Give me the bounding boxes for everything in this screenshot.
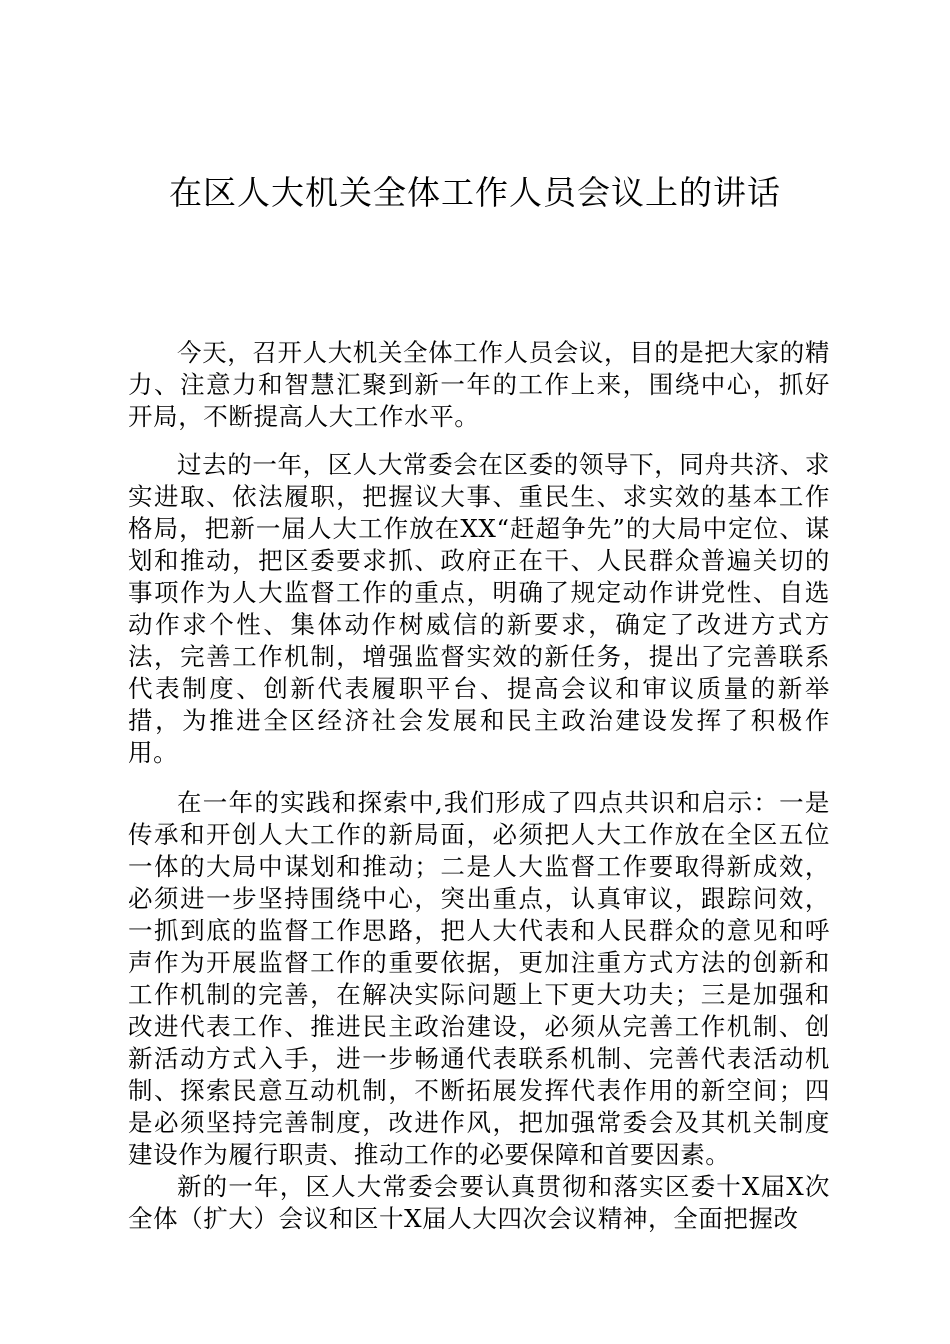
document-body xyxy=(128,337,830,1235)
document-title: 在区人大机关全体工作人员会议上的讲话 xyxy=(169,173,781,212)
paragraph-opening: 今天，召开人大机关全体工作人员会议，目的是把大家的精力、注意力和智慧汇聚到新一年的工作上来，围绕中心，抓好开局，不断提高人大工作水平。 xyxy=(128,338,830,431)
paragraph-new-year: 新的一年，区人大常委会要认真贯彻和落实区委十X届X次全体（扩大）会议和区十X届人大四次会议精神，全面把握改 xyxy=(128,1172,830,1233)
paragraph-review: 过去的一年，区人大常委会在区委的领导下，同舟共济、求实进取、依法履职，把握议大事、重民生、求实效的基本工作格局，把新一届人大工作放在XX“赶超争先”的大局中定位、谋划和推动，把区委要求抓、政府正在干、人民群众普遍关切的事项作为人大监督工作的重点，明确了规定动作讲党性、自选动作求个性、集体动作树威信的新要求，确定了改进方式方法，完善工作机制，增强监督实效的新任务，提出了完善联系代表制度、创新代表履职平台、提高会议和审议质量的新举措，为推进全区经济社会发展和民主政治建设发挥了积极作用。 xyxy=(128,450,830,767)
paragraph-insights: 在一年的实践和探索中,我们形成了四点共识和启示：一是传承和开创人大工作的新局面，必须把人大工作放在全区五位一体的大局中谋划和推动；二是人大监督工作要取得新成效，必须进一步坚持围绕中心，突出重点，认真审议，跟踪问效，一抓到底的监督工作思路，把人大代表和人民群众的意见和呼声作为开展监督工作的重要依据，更加注重方式方法的创新和工作机制的完善，在解决实际问题上下更大功夫；三是加强和改进代表工作、推进民主政治建设，必须从完善工作机制、创新活动方式入手，进一步畅通代表联系机制、完善代表活动机制、探索民意互动机制，不断拓展发挥代表作用的新空间；四是必须坚持完善制度，改进作风，把加强常委会及其机关制度建设作为履行职责、推动工作的必要保障和首要因素。 xyxy=(128,788,830,1169)
